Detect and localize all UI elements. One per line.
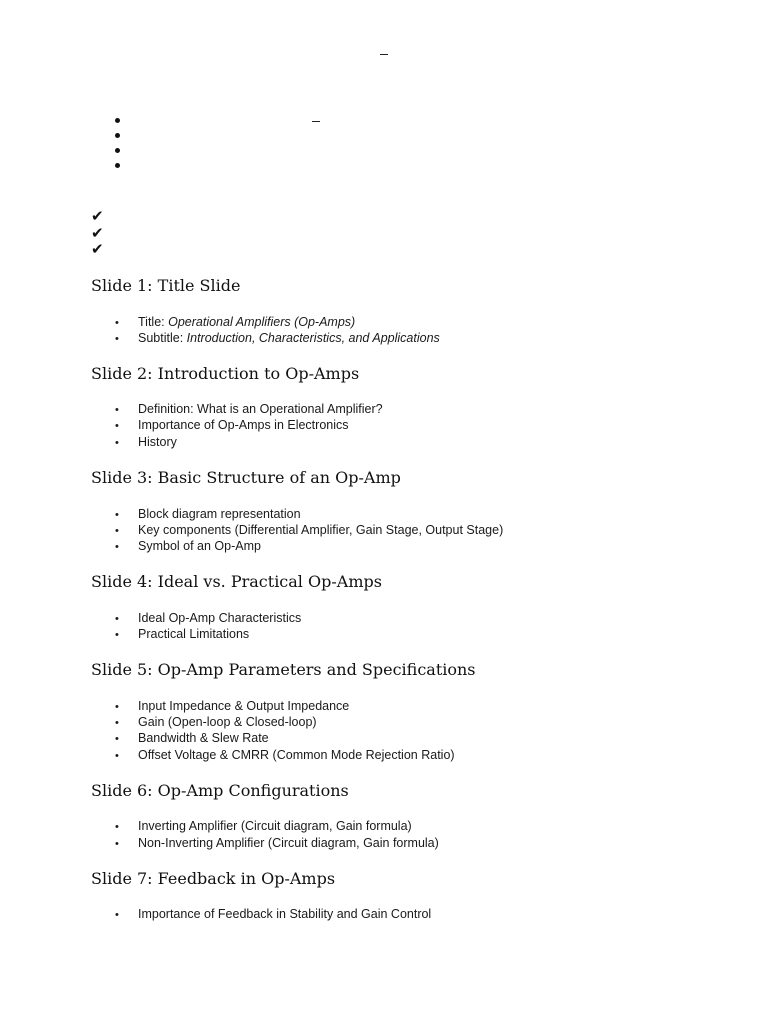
slide-heading: Slide 7: Feedback in Op-Amps (91, 869, 336, 888)
item-label: Bandwidth & Slew Rate (138, 731, 269, 745)
bullet-icon (115, 906, 138, 923)
stray-dash-top (380, 54, 388, 55)
item-label: Title: (138, 315, 169, 329)
empty-bullet (115, 133, 120, 138)
item-label: Block diagram representation (138, 507, 301, 521)
bullet-icon (115, 698, 138, 715)
list-item (115, 417, 349, 434)
item-label: Offset Voltage & CMRR (Common Mode Rejection Ratio) (138, 748, 455, 762)
item-value: Introduction, Characteristics, and Applications (186, 331, 440, 345)
slide-heading: Slide 6: Op-Amp Configurations (91, 781, 349, 800)
bullet-icon (115, 730, 138, 747)
empty-bullet (115, 163, 120, 168)
list-item (115, 522, 503, 539)
list-item (115, 610, 301, 627)
bullet-icon (115, 714, 138, 731)
list-item (115, 747, 455, 764)
item-label: Ideal Op-Amp Characteristics (138, 611, 302, 625)
bullet-icon (115, 610, 138, 627)
item-label: Subtitle: (138, 331, 187, 345)
bullet-icon (115, 506, 138, 523)
item-label: Inverting Amplifier (Circuit diagram, Gain formula) (138, 819, 412, 833)
item-label: Definition: What is an Operational Amplifier? (138, 402, 383, 416)
checkmark-icon: ✔ (91, 207, 104, 225)
bullet-icon (115, 626, 138, 643)
item-label: Practical Limitations (138, 627, 250, 641)
bullet-icon (115, 401, 138, 418)
bullet-icon (115, 747, 138, 764)
bullet-icon (115, 434, 138, 451)
item-label: Input Impedance & Output Impedance (138, 699, 350, 713)
item-label: History (138, 435, 177, 449)
item-label: Symbol of an Op-Amp (138, 539, 261, 553)
bullet-icon (115, 538, 138, 555)
checkmark-icon: ✔ (91, 240, 104, 258)
bullet-icon (115, 417, 138, 434)
empty-bullet (115, 118, 120, 123)
list-item (115, 698, 349, 715)
slide-heading: Slide 1: Title Slide (91, 276, 241, 295)
list-item (115, 330, 440, 347)
list-item (115, 730, 269, 747)
list-item (115, 906, 431, 923)
item-label: Importance of Feedback in Stability and Gain Control (138, 907, 432, 921)
list-item (115, 626, 249, 643)
empty-bullet (115, 148, 120, 153)
list-item (115, 314, 355, 331)
list-item (115, 538, 261, 555)
list-item (115, 714, 317, 731)
list-item (115, 835, 439, 852)
bullet-icon (115, 314, 138, 331)
list-item (115, 506, 301, 523)
stray-dash-bullet (312, 121, 320, 122)
item-value: Operational Amplifiers (Op-Amps) (168, 315, 356, 329)
slide-heading: Slide 2: Introduction to Op-Amps (91, 364, 360, 383)
list-item (115, 434, 177, 451)
bullet-icon (115, 522, 138, 539)
slide-heading: Slide 5: Op-Amp Parameters and Specifications (91, 660, 476, 679)
item-label: Importance of Op-Amps in Electronics (138, 418, 349, 432)
checkmark-icon: ✔ (91, 224, 104, 242)
item-label: Key components (Differential Amplifier, Gain Stage, Output Stage) (138, 523, 504, 537)
item-label: Non-Inverting Amplifier (Circuit diagram, Gain formula) (138, 836, 439, 850)
list-item (115, 818, 412, 835)
list-item (115, 401, 383, 418)
bullet-icon (115, 818, 138, 835)
item-label: Gain (Open-loop & Closed-loop) (138, 715, 317, 729)
bullet-icon (115, 330, 138, 347)
slide-heading: Slide 4: Ideal vs. Practical Op-Amps (91, 572, 382, 591)
bullet-icon (115, 835, 138, 852)
slide-heading: Slide 3: Basic Structure of an Op-Amp (91, 468, 401, 487)
